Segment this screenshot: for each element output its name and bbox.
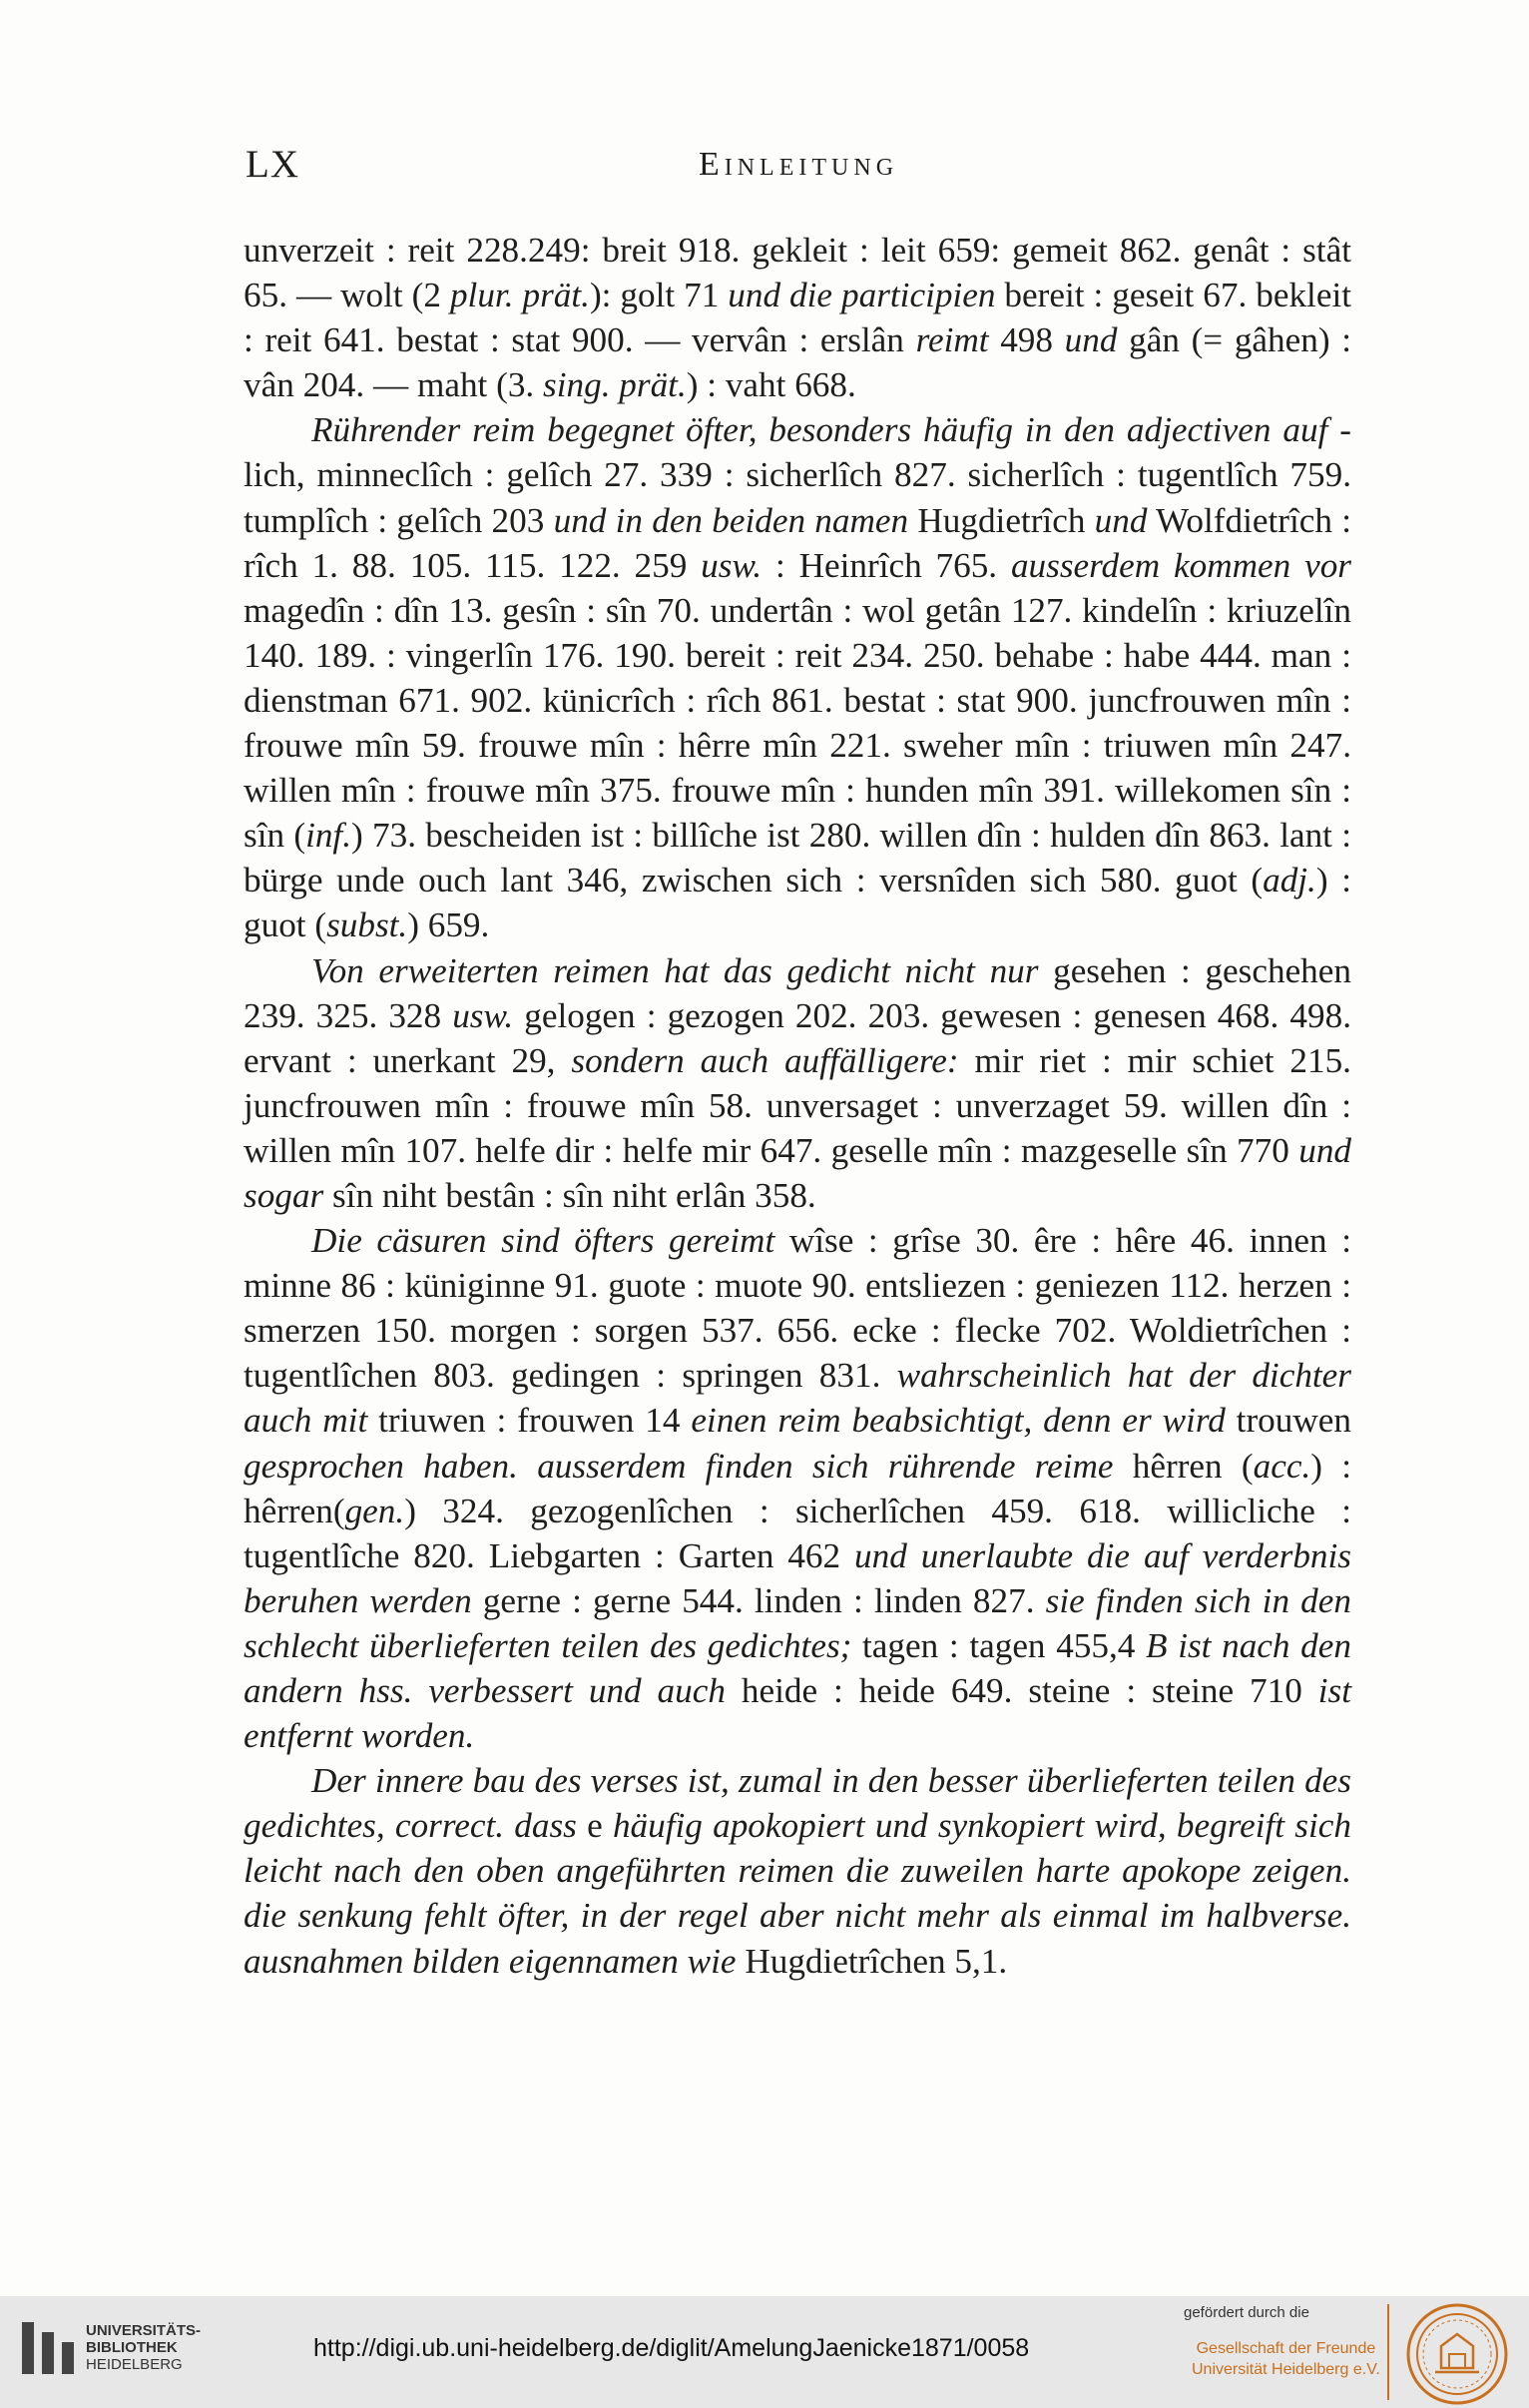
library-name-line-1: UNIVERSITÄTS-	[86, 2322, 202, 2339]
text-run: ) : hêrren(	[244, 1446, 1351, 1530]
italic-run: und die participien	[728, 276, 996, 315]
italic-run: usw.	[452, 995, 514, 1035]
library-name-line-2: BIBLIOTHEK	[86, 2339, 178, 2356]
text-run: ): golt 71	[589, 276, 729, 315]
text-run: triuwen : frouwen 14	[367, 1401, 692, 1441]
italic-run: plur. prät.	[449, 276, 590, 315]
paragraph-1	[244, 228, 1351, 407]
text-run: wîse : grîse 30. êre : hêre 46. innen : minne 86 : küniginne 91. guote : muote 90. entsliezen : geniezen 112. herzen : smerzen 150. morgen : sorgen 537. 656. ecke : flecke 702. Woldietrîchen : tugentlîchen 803. gedingen : springen 831.	[244, 1221, 1351, 1396]
library-name-line-3: HEIDELBERG	[86, 2356, 183, 2373]
sponsor-label: gefördert durch die	[1184, 2304, 1309, 2321]
italic-run: inf.	[305, 816, 352, 856]
library-name	[86, 2322, 201, 2373]
text-run: : Heinrîch 765.	[762, 545, 1011, 585]
italic-run: gesprochen haben. ausserdem finden sich rührende reime	[244, 1446, 1114, 1486]
text-run: gesehen : geschehen 239. 325. 328	[244, 950, 1351, 1035]
italic-run: ausserdem kommen vor	[1010, 545, 1351, 585]
italic-run: und sogar	[244, 1130, 1351, 1215]
italic-run: einen reim beabsichtigt, denn er wird	[691, 1401, 1226, 1441]
page-number: LX	[246, 143, 299, 186]
text-run: Hugdietrîchen 5,1.	[736, 1941, 1008, 1981]
italic-run: sing. prät.	[543, 365, 687, 405]
text-run: ) 73. bescheiden ist : billîche ist 280. willen dîn : hulden dîn 863. lant : bürge unde ouch lant 346, zwischen sich : versnîden sich 580. guot (	[244, 816, 1352, 901]
paragraph-2	[244, 407, 1351, 947]
text-run: Wolfdietrîch : rîch 1. 88. 105. 115. 122. 259	[244, 500, 1352, 585]
italic-run: subst.	[326, 905, 408, 945]
sponsor-name-line-2: Universität Heidelberg e.V.	[1192, 2361, 1380, 2378]
italic-run: sondern auch auffälligere:	[571, 1040, 959, 1080]
text-run: e	[576, 1806, 613, 1846]
text-run: heide : heide 649. steine : steine 710	[725, 1671, 1318, 1710]
footer-divider	[1387, 2304, 1389, 2400]
footer-bar	[0, 2296, 1529, 2408]
italic-run: acc.	[1253, 1446, 1311, 1486]
running-title: Einleitung	[698, 146, 899, 183]
italic-run: B ist nach den andern hss. verbessert und auch	[244, 1625, 1351, 1710]
italic-run: Rührender reim begegnet öfter, besonders häufig in den adjectiven auf	[311, 410, 1328, 450]
italic-run: und unerlaubte die auf verderbnis beruhen werden	[244, 1535, 1351, 1620]
text-run: gelogen : gezogen 202. 203. gewesen : genesen 468. 498. ervant : unerkant 29,	[244, 995, 1351, 1080]
text-run: hêrren (	[1113, 1446, 1254, 1486]
italic-run: ist entfernt worden.	[244, 1671, 1351, 1756]
italic-run: sie finden sich in den schlecht überlieferten teilen des gedichtes;	[244, 1580, 1351, 1665]
text-run: trouwen	[1225, 1401, 1351, 1441]
text-run: magedîn : dîn 13. gesîn : sîn 70. undertân : wol getân 127. kindelîn : kriuzelîn 140. 189. : vingerlîn 176. 190. bereit : reit 234. 250. behabe : habe 444. man : dienstman 671. 902. künicrîch : rîch 861. bestat : stat 900. juncfrouwen mîn : frouwe mîn 59. frouwe mîn : hêrre mîn 221. sweher mîn : triuwen mîn 247. willen mîn : frouwe mîn 375. frouwe mîn : hunden mîn 391. willekomen sîn : sîn (	[244, 590, 1351, 856]
text-run: Hugdietrîch	[908, 500, 1095, 540]
italic-run: Der innere bau des verses ist, zumal in den besser überlieferten teilen des gedichtes, correct. dass	[244, 1761, 1351, 1846]
italic-run: und	[1064, 320, 1118, 360]
italic-run: Von erweiterten reimen hat das gedicht nicht nur	[311, 950, 1039, 990]
university-seal-icon	[1405, 2302, 1509, 2406]
text-run: gân (= gâhen) : vân 204. — maht (3.	[244, 320, 1351, 405]
sponsor-name-line-1: Gesellschaft der Freunde	[1196, 2340, 1376, 2357]
running-head	[246, 142, 1351, 192]
italic-run: usw.	[701, 545, 763, 585]
text-run: -lich, minneclîch : gelîch 27. 339 : sicherlîch 827. sicherlîch : tugentlîch 759. tumplîch : gelîch 203	[244, 410, 1351, 540]
text-run: ) : guot (	[244, 861, 1351, 945]
italic-run: und in den beiden namen	[553, 500, 909, 540]
italic-run: häufig apokopiert und synkopiert wird, begreift sich leicht nach den oben angeführten reimen die zuweilen harte apokope zeigen. die senkung fehlt öfter, in der regel aber nicht mehr als einmal im halbverse. ausnahmen bilden eigennamen wie	[244, 1806, 1351, 1981]
sponsor-name	[1192, 2338, 1380, 2380]
italic-run: Die cäsuren sind öfters gereimt	[311, 1221, 775, 1261]
text-run: ) 324. gezogenlîchen : sicherlîchen 459. 618. willicliche : tugentlîche 820. Liebgarten : Garten 462	[244, 1491, 1351, 1575]
text-run: sîn niht bestân : sîn niht erlân 358.	[323, 1175, 816, 1215]
text-run: 498	[988, 320, 1065, 360]
paragraph-4	[244, 1218, 1351, 1758]
library-logo-icon	[22, 2322, 74, 2374]
paragraph-5	[244, 1758, 1351, 1983]
text-run: ) : vaht 668.	[686, 365, 856, 405]
text-run: tagen : tagen 455,4	[851, 1625, 1147, 1665]
italic-run: wahrscheinlich hat der dichter auch mit	[244, 1356, 1351, 1441]
body-text	[244, 228, 1351, 1984]
italic-run: reimt	[915, 320, 989, 360]
italic-run: adj.	[1263, 861, 1316, 901]
text-run: bereit : geseit 67. bekleit : reit 641. bestat : stat 900. — vervân : erslân	[244, 276, 1352, 360]
text-run: gerne : gerne 544. linden : linden 827.	[471, 1580, 1046, 1620]
italic-run: gen.	[344, 1491, 405, 1530]
text-run: ) 659.	[407, 905, 490, 945]
text-run: unverzeit : reit 228.249: breit 918. gekleit : leit 659: gemeit 862. genât : stât 65. — wolt (2	[244, 231, 1351, 315]
permalink-url[interactable]: http://digi.ub.uni-heidelberg.de/diglit/AmelungJaenicke1871/0058	[313, 2334, 1030, 2362]
italic-run: und	[1094, 500, 1148, 540]
paragraph-3	[244, 948, 1351, 1219]
text-run: mir riet : mir schiet 215. juncfrouwen mîn : frouwe mîn 58. unversaget : unverzaget 59. willen dîn : willen mîn 107. helfe dir : helfe mir 647. geselle mîn : mazgeselle sîn 770	[244, 1040, 1351, 1170]
